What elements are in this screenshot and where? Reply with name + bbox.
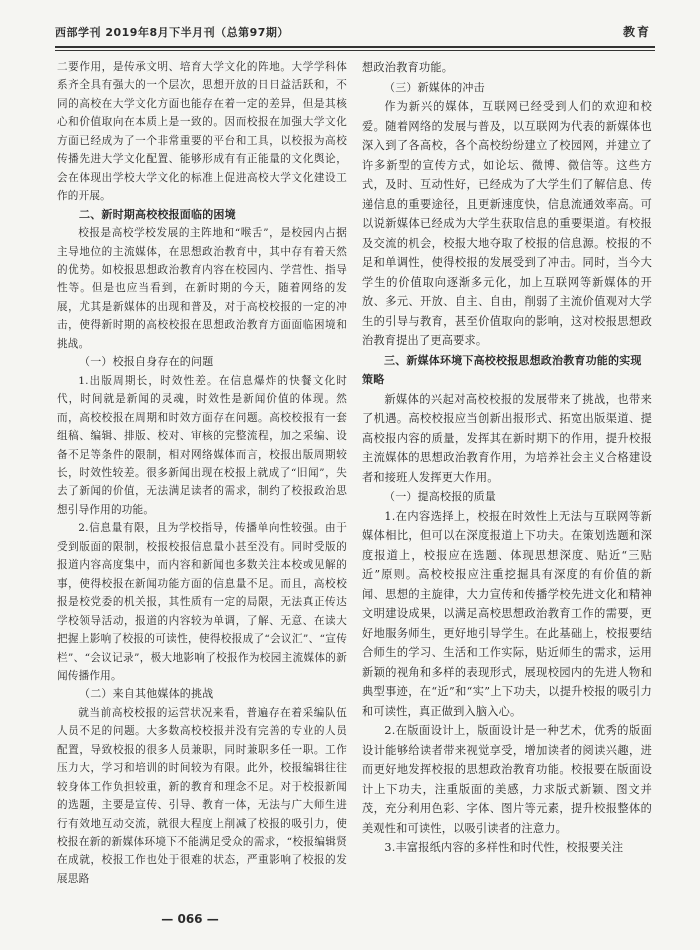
subsection-heading: （一）校报自身存在的问题: [79, 355, 214, 369]
paragraph: 想政治教育功能。: [362, 61, 454, 74]
paragraph: 作为新兴的媒体，互联网已经受到人们的欢迎和校爱。随着网络的发展与普及，以互联网为代表的新媒体也深入到了各高校，各个高校纷纷建立了校园网，并建立了许多新型的宣传方式，如论坛、微博、微信等。这些方式，及时、互动性好，已经成为了大学生们了解信息、传递信息的重要途径，且更新速度快，信息流通效率高。可以说新媒体已经成为大学生获取信息的重要渠道。有校报及交流的机会，校报大地夺取了校报的信息源。校报的不足和单调性，使得校报的发展受到了冲击。同时，当今大学生的价值取向逐渐多元化，加上互联网等新媒体的开放、多元、开放、自主、自由，削弱了主流价值观对大学生的引导与教育，甚至价值取向的影响，这对校报思想政治教育提出了更高要求。: [362, 100, 652, 347]
journal-title: 西部学刊 2019年8月下半月刊（总第97期）: [55, 26, 289, 39]
paragraph: 新媒体的兴起对高校校报的发展带来了挑战，也带来了机遇。高校校报应当创新出报形式、拓宽出版渠道、提高校报内容的质量，发挥其在新时期下的作用，提升校报主流媒体的思想政治教育作用，为培养社会主义合格建设者和接班人发挥更大作用。: [362, 392, 652, 484]
section-heading: 三、新媒体环境下高校校报思想政治教育功能的实现策略: [362, 353, 642, 386]
subsection-heading: （一）提高校报的质量: [384, 490, 496, 503]
paragraph: 3.丰富报纸内容的多样性和时代性，校报要关注: [384, 841, 624, 854]
subsection-heading: （二）来自其他媒体的挑战: [79, 687, 214, 701]
paragraph: 1.在内容选择上，校报在时效性上无法与互联网等新媒体相比，但可以在深度报道上下功夫。在策划选题和深度报道上，校报应在选题、体现思想深度、贴近“三贴近”原则。高校校报应注重挖掘具有深度的有价值的新闻、思想的主旋律，大力宣传和传播学校先进文化和精神文明建设成果，以满足高校思想政治教育工作的需要，更好地服务师生，更好地引导学生。在此基础上，校报要结合师生的学习、生活和工作实际，贴近师生的需求，运用新颖的视角和多样的表现形式，展现校园内的先进人物和典型事迹，在“近”和“实”上下功夫，以提升校报的吸引力和可读性，真正做到入脑入心。: [362, 509, 652, 718]
paragraph: 二要作用，是传承文明、培育大学文化的阵地。大学学科体系齐全具有强大的一个层次，思想开放的日日益活跃和，不同的高校在大学文化方面也能存在着一定的差异，但是其核心和价值取向在本质上是一致的。因而校报在加强大学文化方面已经成为了一个非常重要的平台和工具，以校报为高校传播先进大学文化配置、能够形成有有正能量的文化舆论，会在体现出学校大学文化的标准上促进高校大学文化建设工作的开展。: [57, 61, 347, 203]
page-header: [55, 20, 655, 48]
subsection-heading: （三）新媒体的冲击: [384, 80, 485, 94]
paragraph: 2.信息量有限，且为学校指导，传播单向性较强。由于受到版面的限制，校报校报信息量小甚至没有。同时受版的报道内容高度集中，而内容和新闻也多数关注本校或见解的事，使得校报在新闻功能方面的信息量不足。而且，高校校报是校党委的机关报，其性质有一定的局限，无法真正传达学校领导活动，报道的内容较为单调，了解、无意、在读大把握上影响了校报的可读性，使得校报成了“会议汇”、“宣传栏”、“会议记录”，极大地影响了校报作为校园主流媒体的新闻传播作用。: [57, 522, 347, 682]
left-column: [57, 58, 347, 888]
paragraph: 1.出版周期长，时效性差。在信息爆炸的快餐文化时代，时间就是新闻的灵魂，时效性是新闻价值的体现。然而，高校校报在周期和时效方面存在问题。高校校报有一套组稿、编辑、排版、校对、审核的完整流程，加之采编、设备不足等条件的限制，相对网络媒体而言，校报出版周期较长，时效性较差。很多新闻出现在校报上就成了“旧闻”，失去了新闻的价值，无法满足读者的需求，制约了校报政治思想引导作用的功能。: [57, 374, 347, 516]
paragraph: 校报是高校学校发展的主阵地和“喉舌”，是校园内占据主导地位的主流媒体，在思想政治教育中，其中存有着天然的优势。如校报思想政治教育内容在校园内、学营性、指导性等。但是也应当看到，在新时期的今天，随着网络的发展，尤其是新媒体的出现和普及，对于高校校报的一定的冲击，使得新时期的高校校报在思想政治教育方面面临困境和挑战。: [57, 227, 347, 350]
right-column: [362, 58, 652, 858]
paragraph: 2.在版面设计上，版面设计是一种艺术，优秀的版面设计能够给读者带来视觉享受，增加读者的阅读兴趣，进而更好地发挥校报的思想政治教育功能。校报要在版面设计上下功夫，注重版面的美感，力求版式新颖、图文并茂，充分利用色彩、字体、图片等元素，提升校报整体的美观性和可读性，以吸引读者的注意力。: [362, 724, 652, 835]
page-number: — 066 —: [161, 912, 219, 926]
section-heading: 二、新时期高校校报面临的困境: [79, 207, 236, 221]
paragraph: 就当前高校校报的运营状况来看，普遍存在着采编队伍人员不足的问题。大多数高校校报并没有完善的专业的人员配置，导致校报的很多人员兼职，同时兼职多任一职。工作压力大，学习和培训的时间较为有限。此外，校报编辑往往较身体工作负担较重，新的教育和理念不足。对于校报新闻的选题，主要是宣传、引导、教育一体，无法与广大师生进行有效地互动交流，就很大程度上削减了校报的吸引力，使校报在新的新媒体环境下不能满足受众的需求，“校报编辑贤在成就，校报工作也处于很难的状态，严重影响了校报的发展思路: [57, 706, 347, 885]
section-label: 教育: [622, 25, 651, 39]
